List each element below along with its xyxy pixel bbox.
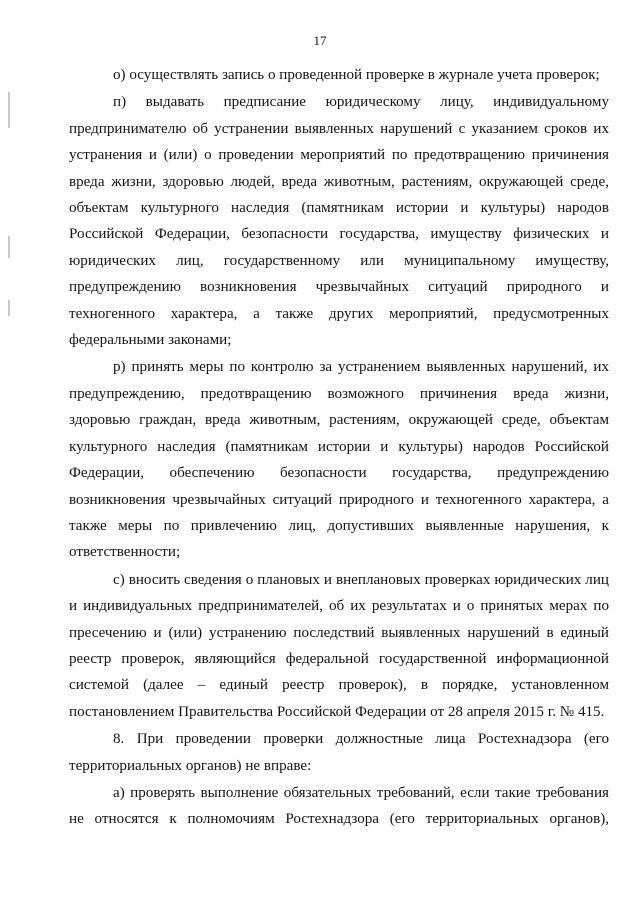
scan-edge-mark [8, 300, 10, 316]
paragraph-r: р) принять меры по контролю за устранением выявленных нарушений, их предупреждению, предотвращению возможного причинения вреда жизни, здоровью граждан, вреда животным, растениям, окружающей среде, объектам культурного наследия (памятникам истории и культуры) народов Российской Федерации, обеспечению безопасности государства, предупреждению возникновения чрезвычайных ситуаций природного и техногенного характера, а также меры по привлечению лиц, допустивших выявленные нарушения, к ответственности; [69, 359, 609, 561]
paragraph-8: 8. При проведении проверки должностные лица Ростехнадзора (его территориальных органов) не вправе: [69, 731, 609, 774]
paragraph-a: а) проверять выполнение обязательных требований, если такие требования не относятся к полномочиям Ростехнадзора (его территориальных органов), [69, 784, 609, 828]
paragraph-p: п) выдавать предписание юридическому лицу, индивидуальному предпринимателю об устранении выявленных нарушений с указанием сроков их устранения и (или) о проведении мероприятий по предотвращению причинения вреда жизни, здоровью людей, вреда животным, растениям, окружающей среде, объектам культурного наследия (памятникам истории и культуры) народов Российской Федерации, безопасности государства, имуществу физических и юридических лиц, государственному или муниципальному имуществу, предупреждению возникновения чрезвычайных ситуаций природного и техногенного характера, а также других мероприятий, предусмотренных федеральными законами; [69, 94, 609, 349]
paragraph-o: о) осуществлять запись о проведенной проверке в журнале учета проверок; [113, 67, 600, 83]
paragraph-s: с) вносить сведения о плановых и внеплановых проверках юридических лиц и индивидуальных предпринимателей, об их результатах и о принятых мерах по пресечению и (или) устранению последствий выявленных нарушений в единый реестр проверок, являющийся федеральной государственной информационной системой (далее – единый реестр проверок), в порядке, установленном постановлением Правительства Российской Федерации от 28 апреля 2015 г. № 415. [69, 571, 609, 720]
scan-edge-mark [8, 92, 10, 128]
scan-edge-mark [8, 236, 10, 258]
page-number: 17 [313, 33, 327, 48]
document-body [69, 62, 609, 833]
